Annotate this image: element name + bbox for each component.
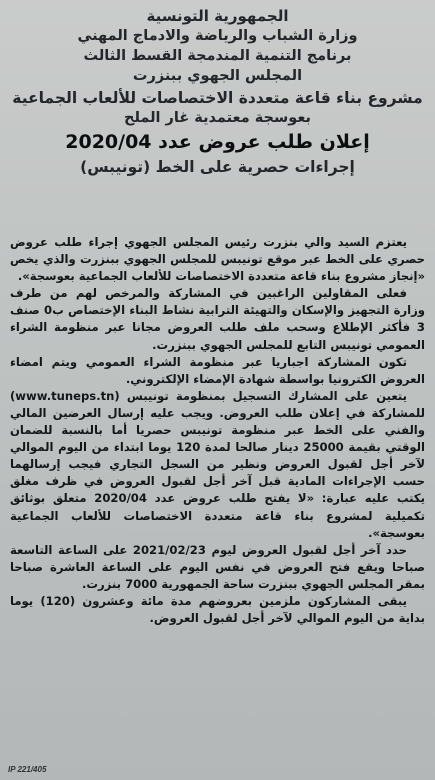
paragraph-deadline: حدد آخر أجل لقبول العروض ليوم 2021/02/23 على الساعة التاسعة صباحا ويقع فتح العروض في نفس اليوم على الساعة العاشرة صباحا بمقر المجلس الجهوي ببنزرت ساحة الجمهورية 7000 بنزرت. (10, 542, 425, 591)
header-republic: الجمهورية التونسية (146, 7, 289, 25)
header-location: بعوسجة معتمدية غار الملح (124, 110, 311, 126)
announcement-title: إعلان طلب عروض عدد 2020/04 (65, 131, 370, 153)
header-project: مشروع بناء قاعة متعددة الاختصاصات للألعاب الجماعية (12, 89, 423, 107)
registration-details: للمشاركة في إعلان طلب العروض. ويجب عليه إرسال العرضين المالي والفني على الخط عبر منظومة تونيبس حصريا أما بالنسبة للضمان الوقتي بقيمة 25000 دينار صالحا لمدة 120 يوما ابتداء من اليوم الموالي لآخر أجل لقبول العروض ونظير من السجل التجاري فيجب إرسالهما حسب الإجراءات المادية قبل آخر أجل لقبول العروض في ظرف مغلق يكتب عليه عبارة: «لا يفتح طلب عروض عدد 2020/04 متعلق بوثائق تكميلية لمشروع بناء قاعة متعددة الاختصاصات للألعاب الجماعية بعوسجة». (10, 405, 426, 540)
notice-body (10, 234, 425, 627)
procedure-subtitle: إجراءات حصرية على الخط (تونيبس) (80, 158, 355, 176)
paragraph-registration (10, 388, 425, 542)
notice-header (0, 0, 435, 178)
header-council: المجلس الجهوي ببنزرت (132, 68, 303, 84)
paragraph-intent: يعتزم السيد والي بنزرت رئيس المجلس الجهوي إجراء طلب عروض حصري على الخط عبر موقع تونيبس للمجلس الجهوي ببنزرت والذي يخص «إنجاز مشروع بناء قاعة متعددة الاختصاصات للألعاب الجماعية بعوسجة». (10, 235, 425, 284)
paragraph-validity: يبقى المشاركون ملزمين بعروضهم مدة مائة وعشرون (120) يوما بداية من اليوم الموالي لآخر أجل لقبول العروض. (10, 593, 425, 626)
tuneps-url: (www.tuneps.tn) (10, 388, 120, 403)
paragraph-electronic-submission: تكون المشاركة اجباريا عبر منظومة الشراء العمومي ويتم امضاء العروض الكترونيا بواسطة شهادة الإمضاء الإلكتروني. (10, 354, 425, 386)
paragraph-eligibility: فعلى المقاولين الراغبين في المشاركة والمرخص لهم من طرف وزارة التجهيز والإسكان والتهيئة الترابية نشاط البناء الإختصاص ب0 صنف 3 فأكثر الإطلاع وسحب ملف طلب العروض مجانا عبر منظومة الشراء العمومي تونيبس التابع للمجلس الجهوي ببنزرت. (10, 286, 426, 352)
registration-text: يتعين على المشارك التسجيل بمنظومة تونيبس (126, 388, 407, 403)
header-program: برنامج التنمية المندمجة القسط الثالث (83, 48, 352, 64)
publication-reference: IP 221/405 (8, 765, 47, 774)
header-ministry: وزارة الشباب والرياضة والادماج المهني (77, 28, 358, 44)
